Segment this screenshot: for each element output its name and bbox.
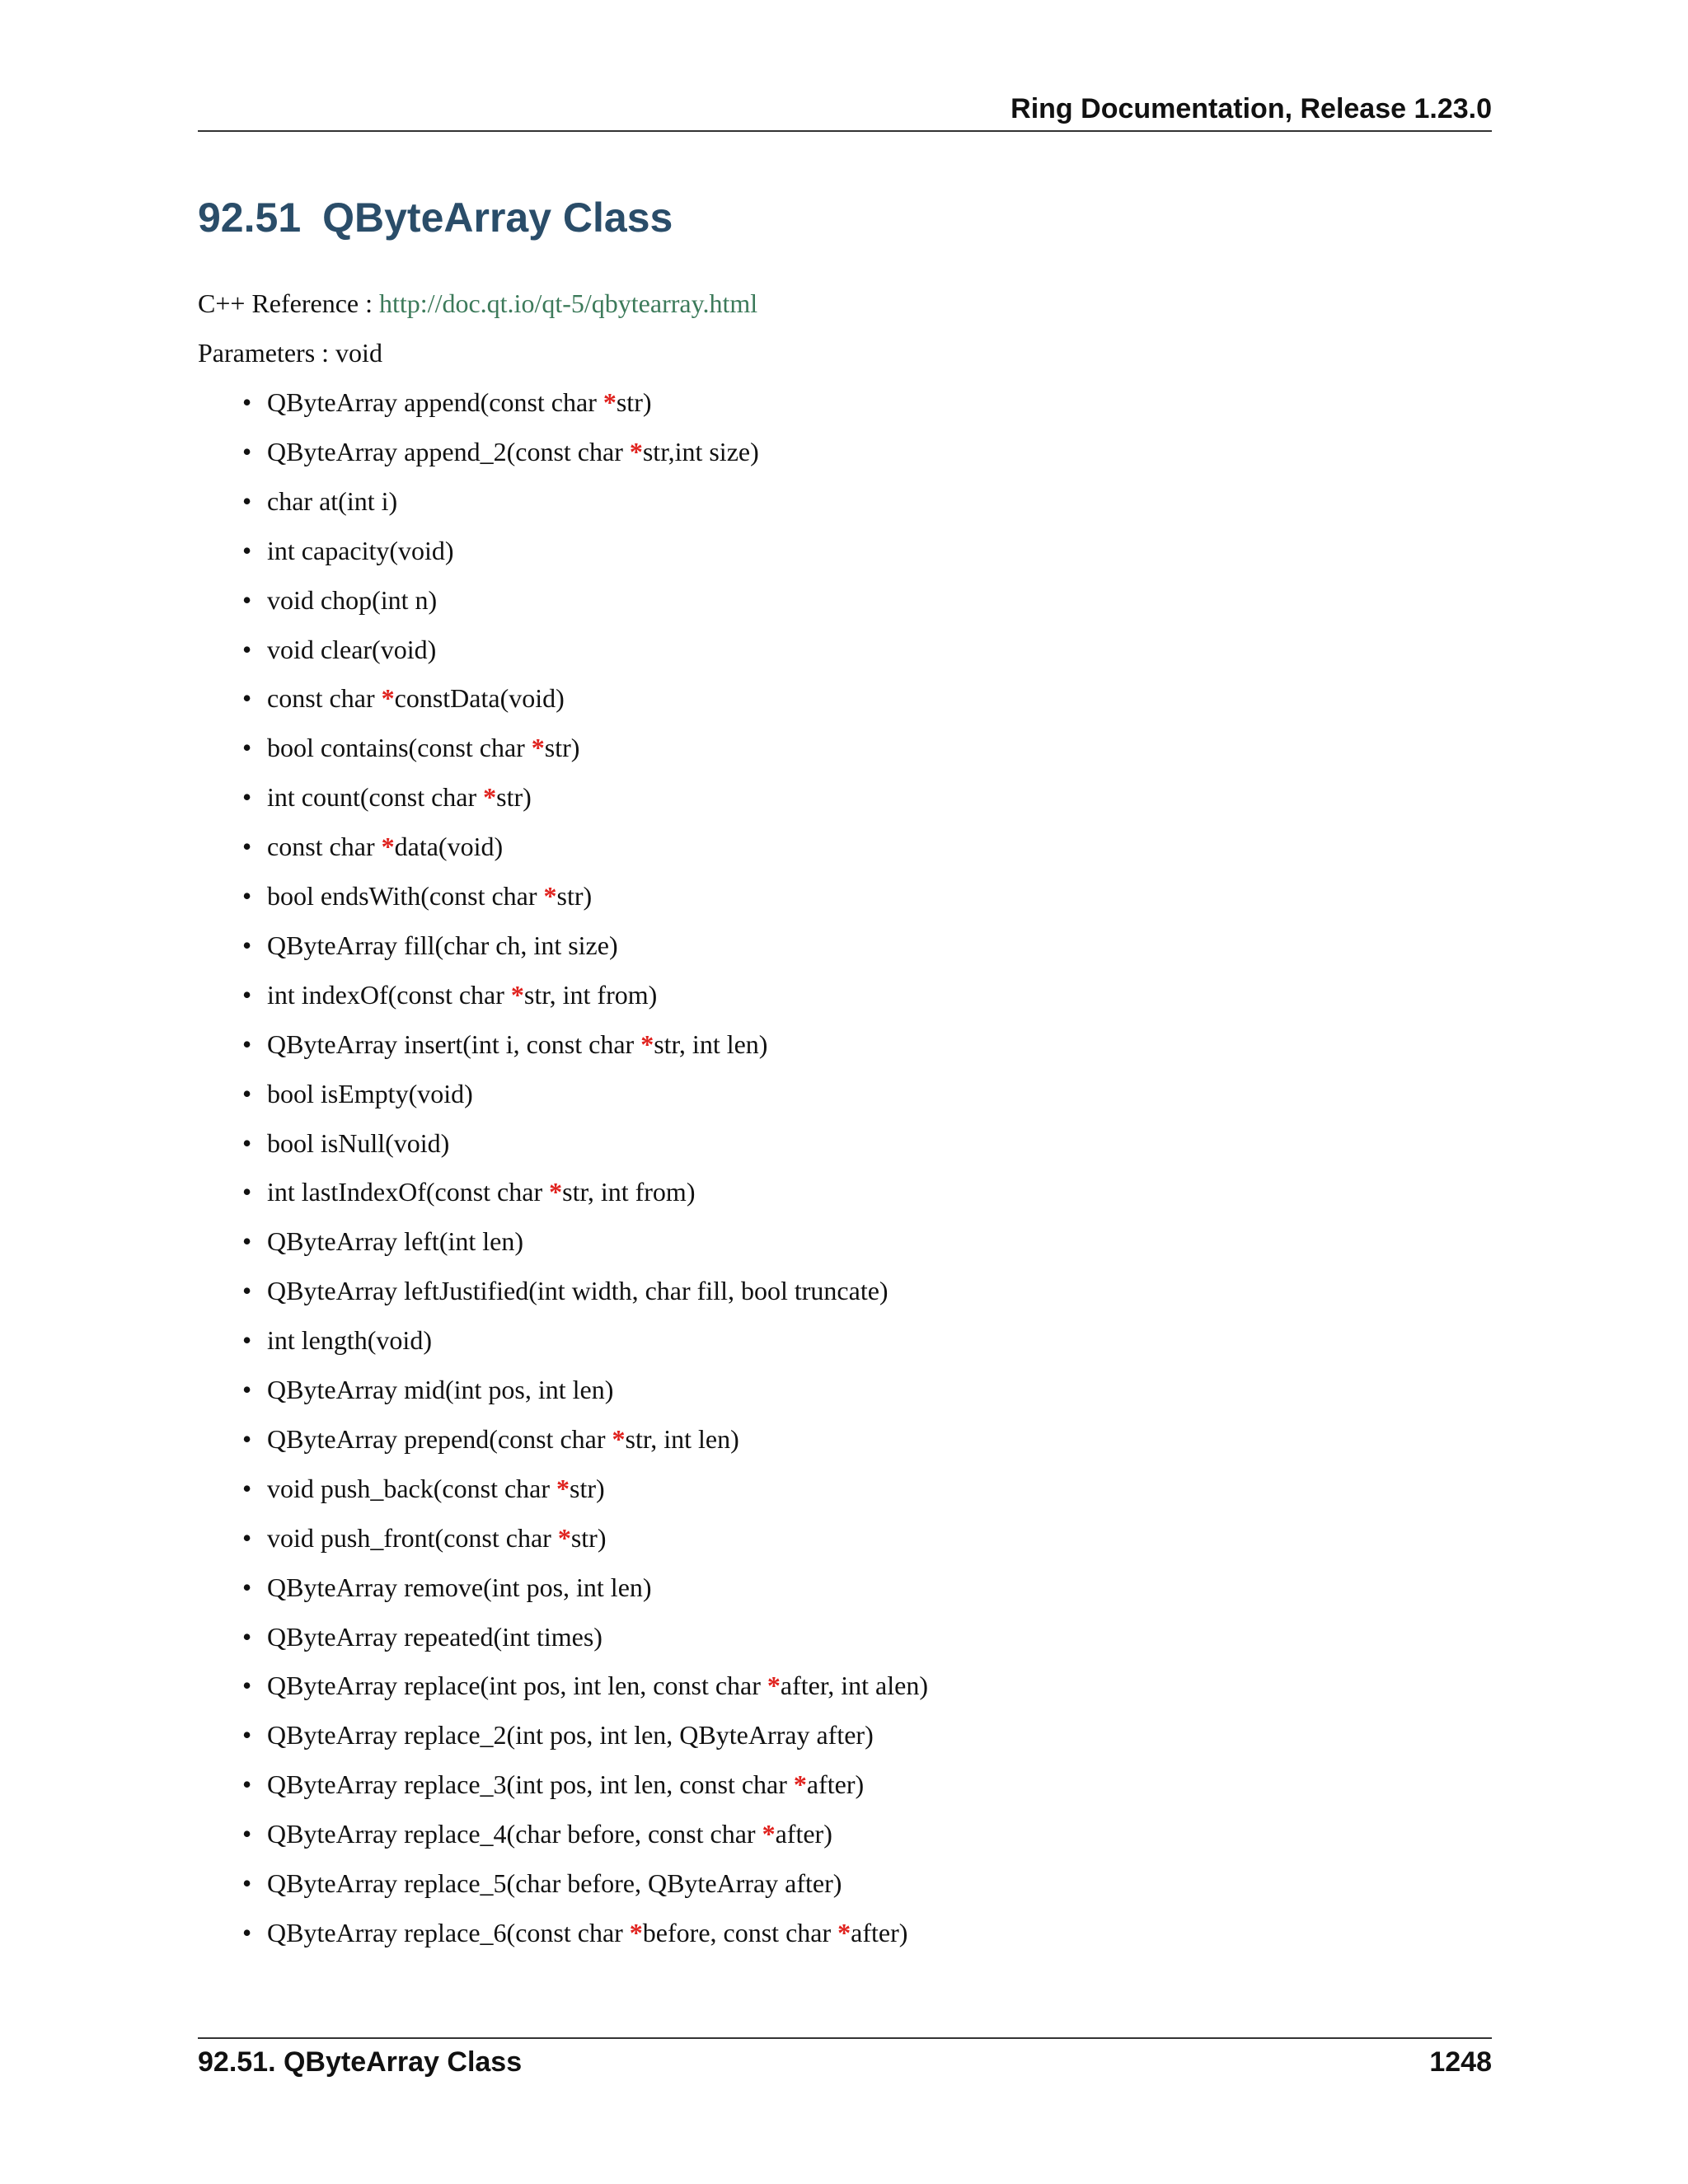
method-signature: QByteArray append_2(const char *str,int size) [267, 436, 759, 466]
bullet-icon: • [242, 1473, 252, 1503]
method-signature: int capacity(void) [267, 535, 454, 565]
bullet-icon: • [242, 1769, 252, 1800]
bullet-icon: • [242, 1325, 252, 1356]
method-signature: const char *constData(void) [267, 683, 565, 714]
method-signature: QByteArray leftJustified(int width, char fill, bool truncate) [267, 1276, 889, 1306]
method-signature: void push_back(const char *str) [267, 1473, 605, 1503]
method-signature: void push_front(const char *str) [267, 1522, 607, 1553]
method-signature: QByteArray prepend(const char *str, int len) [267, 1423, 739, 1454]
method-signature: QByteArray fill(char ch, int size) [267, 930, 618, 960]
method-signature: QByteArray replace_4(char before, const char *after) [267, 1819, 832, 1849]
method-signature: QByteArray append(const char *str) [267, 387, 652, 417]
section-number: 92.51 [198, 194, 302, 241]
method-signature: int lastIndexOf(const char *str, int from) [267, 1177, 696, 1207]
bullet-icon: • [242, 979, 252, 1010]
bullet-icon: • [242, 1177, 252, 1207]
bullet-icon: • [242, 1226, 252, 1257]
bullet-icon: • [242, 1868, 252, 1898]
parameters-value: void [335, 338, 382, 368]
footer-section-label: 92.51. QByteArray Class [198, 2046, 523, 2078]
bullet-icon: • [242, 733, 252, 763]
cpp-reference-link[interactable]: http://doc.qt.io/qt-5/qbytearray.html [379, 288, 758, 318]
bullet-icon: • [242, 1276, 252, 1306]
method-signature: QByteArray replace_6(const char *before, const char *after) [267, 1917, 908, 1947]
method-signature: int count(const char *str) [267, 782, 532, 813]
section-title [198, 193, 673, 242]
method-signature: QByteArray replace_5(char before, QByteArray after) [267, 1868, 842, 1898]
bullet-icon: • [242, 485, 252, 516]
bullet-icon: • [242, 1375, 252, 1404]
method-signature: int length(void) [267, 1325, 432, 1356]
cpp-reference-line [198, 287, 757, 320]
method-signature: QByteArray replace(int pos, int len, const char *after, int alen) [267, 1671, 928, 1701]
bullet-icon: • [242, 1127, 252, 1158]
bullet-icon: • [242, 584, 252, 615]
bullet-icon: • [242, 436, 252, 466]
method-signature: const char *data(void) [267, 832, 504, 862]
bullet-icon: • [242, 1621, 252, 1652]
bullet-icon: • [242, 1572, 252, 1602]
running-title: Ring Documentation, Release 1.23.0 [1010, 93, 1492, 124]
bullet-icon: • [242, 387, 252, 417]
method-signature: QByteArray left(int len) [267, 1226, 523, 1257]
bullet-icon: • [242, 1522, 252, 1553]
bullet-icon: • [242, 535, 252, 565]
bullet-icon: • [242, 634, 252, 664]
method-signature: QByteArray remove(int pos, int len) [267, 1572, 652, 1602]
method-signature: char at(int i) [267, 485, 398, 516]
bullet-icon: • [242, 1917, 252, 1947]
parameters-label: Parameters : [198, 338, 330, 368]
method-signature: bool endsWith(const char *str) [267, 881, 593, 911]
method-signature: bool contains(const char *str) [267, 733, 580, 763]
page-number: 1248 [1429, 2046, 1492, 2078]
bullet-icon: • [242, 832, 252, 862]
method-signature: QByteArray insert(int i, const char *str, int len) [267, 1029, 768, 1059]
method-signature: QByteArray replace_3(int pos, int len, const char *after) [267, 1769, 865, 1800]
bullet-icon: • [242, 1819, 252, 1849]
bullet-icon: • [242, 930, 252, 960]
bullet-icon: • [242, 683, 252, 714]
bullet-icon: • [242, 1078, 252, 1108]
bullet-icon: • [242, 881, 252, 911]
bullet-icon: • [242, 782, 252, 813]
bullet-icon: • [242, 1720, 252, 1750]
method-signature: void chop(int n) [267, 584, 438, 615]
method-signature: QByteArray repeated(int times) [267, 1621, 603, 1652]
bullet-icon: • [242, 1029, 252, 1059]
section-name: QByteArray Class [322, 194, 673, 241]
method-signature: QByteArray replace_2(int pos, int len, QByteArray after) [267, 1720, 874, 1750]
method-signature: bool isEmpty(void) [267, 1078, 473, 1108]
method-signature: int indexOf(const char *str, int from) [267, 979, 658, 1010]
method-signature: void clear(void) [267, 634, 437, 664]
parameters-line [198, 336, 382, 369]
bullet-icon: • [242, 1423, 252, 1454]
cpp-reference-label: C++ Reference : [198, 288, 373, 318]
method-signature: bool isNull(void) [267, 1127, 450, 1158]
page-footer [198, 2037, 1492, 2088]
page-header [198, 92, 1492, 132]
bullet-icon: • [242, 1671, 252, 1701]
method-signature: QByteArray mid(int pos, int len) [267, 1375, 614, 1404]
